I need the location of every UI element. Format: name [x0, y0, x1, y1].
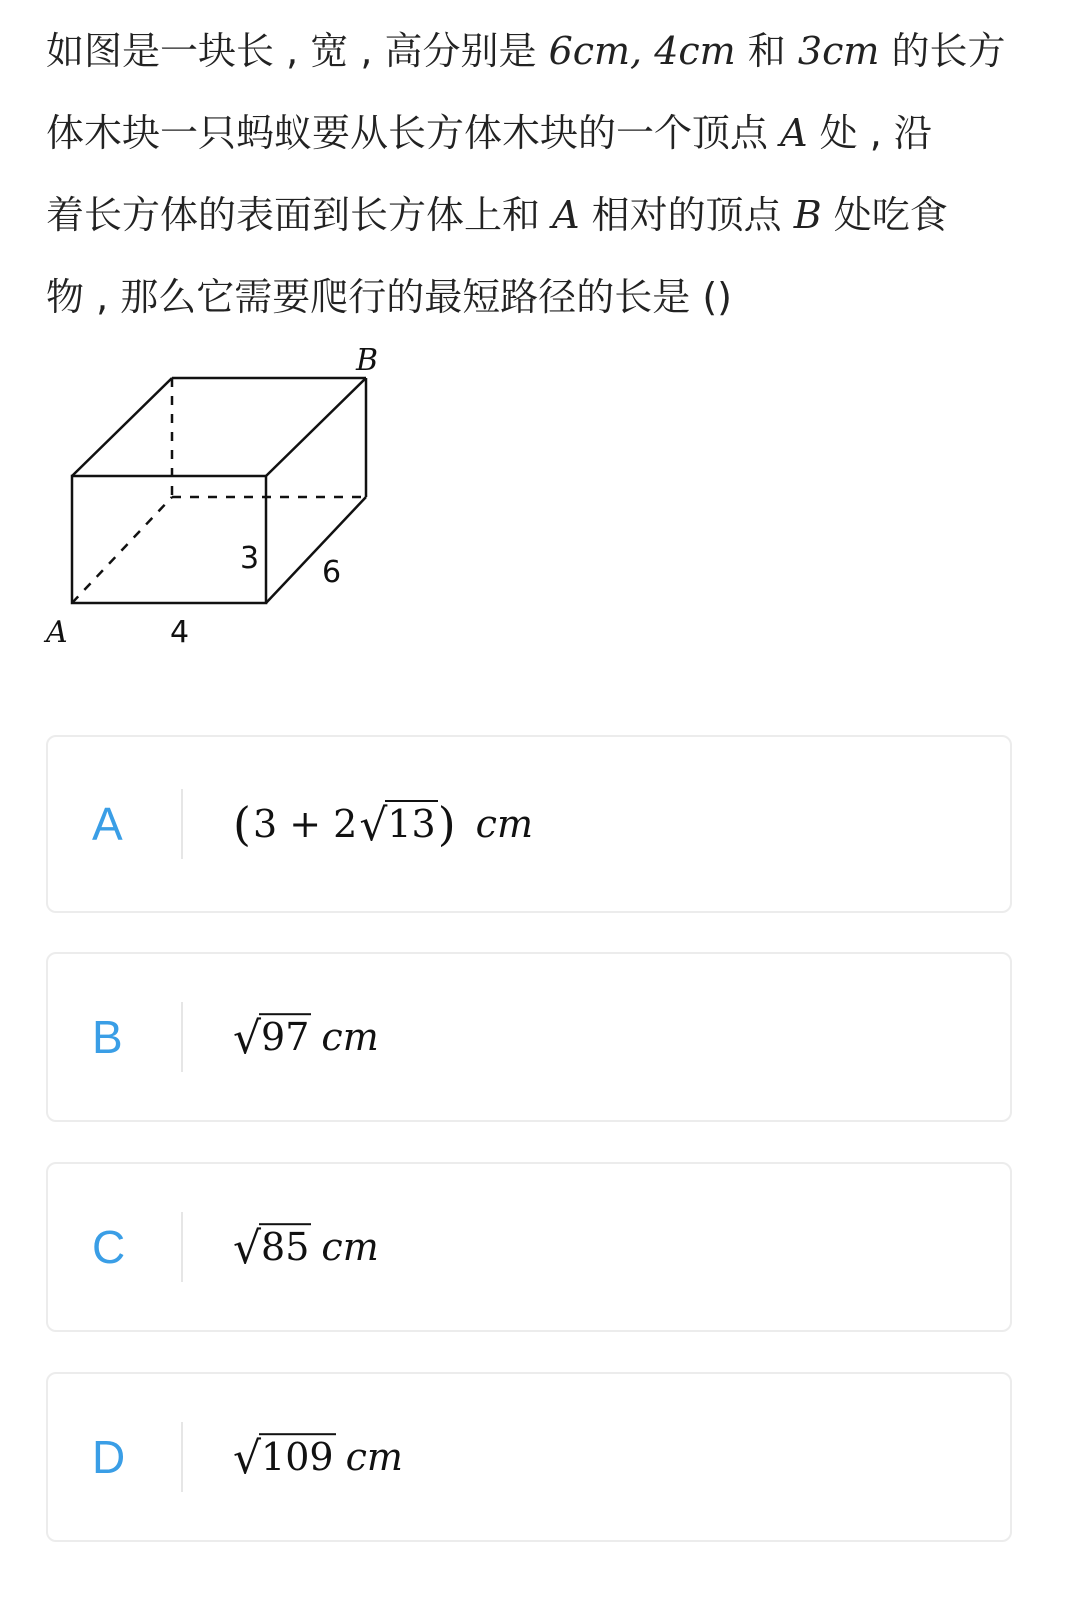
option-formula — [233, 797, 533, 851]
option-a[interactable] — [46, 735, 1012, 913]
question-text-segment: 着长方体的表面到长方体上和 — [46, 193, 553, 237]
question-line-3 — [46, 174, 1036, 256]
cuboid-hidden-diagonal-edge — [72, 497, 172, 603]
option-letter: A — [92, 798, 123, 850]
question-text-segment: 如图是一块长 , 宽 , 高分别是 — [46, 29, 549, 73]
option-divider — [181, 1002, 183, 1072]
option-formula — [233, 1222, 379, 1274]
cuboid-figure — [40, 340, 400, 660]
question-text-segment: 的长方 — [879, 29, 1006, 73]
dimension-label-width: 4 — [170, 615, 190, 650]
radicand: 13 — [387, 802, 436, 847]
question-text-segment: 体木块一只蚂蚁要从长方体木块的一个顶点 — [46, 111, 781, 155]
option-unit: cm — [345, 1435, 403, 1479]
cuboid-top-left-edge — [72, 378, 172, 476]
option-divider — [181, 1422, 183, 1492]
radical-icon: √ — [233, 1222, 262, 1274]
vertex-label-b: B — [356, 343, 379, 378]
option-b[interactable] — [46, 952, 1012, 1122]
question-text-segment: 物 , 那么它需要爬行的最短路径的长是 () — [46, 275, 732, 319]
cuboid-top-right-edge — [266, 378, 366, 476]
radical-icon: √ — [359, 799, 388, 851]
question-line-1 — [46, 10, 1036, 92]
radicand: 85 — [261, 1225, 310, 1270]
vertex-label-a: A — [46, 615, 68, 650]
close-paren: ) — [437, 797, 456, 851]
option-divider — [181, 1212, 183, 1282]
radical-icon: √ — [233, 1432, 262, 1484]
sqrt-expression — [233, 1012, 311, 1064]
question-text-segment: 相对的顶点 — [579, 193, 794, 237]
cuboid-front-face — [72, 476, 266, 603]
question-dimensions: 6cm, 4cm — [548, 29, 736, 73]
question-text-segment: 处吃食 — [821, 193, 948, 237]
question-variable-b: B — [793, 193, 822, 237]
question-text-segment: 和 — [735, 29, 798, 73]
question-text — [46, 10, 1036, 338]
option-letter: B — [92, 1011, 123, 1063]
option-d[interactable] — [46, 1372, 1012, 1542]
sqrt-expression — [233, 1432, 336, 1484]
question-dimension-height: 3cm — [797, 29, 880, 73]
option-unit: cm — [321, 1225, 379, 1269]
option-letter: D — [92, 1431, 126, 1483]
option-formula — [233, 1012, 379, 1064]
option-formula — [233, 1432, 403, 1484]
question-variable-a: A — [780, 111, 808, 155]
dimension-label-height: 3 — [240, 541, 260, 576]
open-paren: ( — [233, 797, 251, 851]
radical-icon: √ — [233, 1012, 262, 1064]
sqrt-expression — [359, 799, 437, 851]
option-letter: C — [92, 1221, 126, 1273]
radicand: 97 — [261, 1015, 310, 1060]
question-line-2 — [46, 92, 1036, 174]
dimension-label-length: 6 — [322, 555, 342, 590]
cuboid-bottom-right-edge — [266, 497, 366, 603]
question-variable-a: A — [552, 193, 580, 237]
option-unit: cm — [475, 802, 533, 846]
question-text-segment: 处 , 沿 — [807, 111, 932, 155]
radicand: 109 — [261, 1435, 334, 1480]
option-unit: cm — [321, 1015, 379, 1059]
option-divider — [181, 789, 183, 859]
option-prefix: 3 + 2 — [252, 802, 358, 846]
option-c[interactable] — [46, 1162, 1012, 1332]
question-line-4 — [46, 256, 1036, 338]
sqrt-expression — [233, 1222, 311, 1274]
